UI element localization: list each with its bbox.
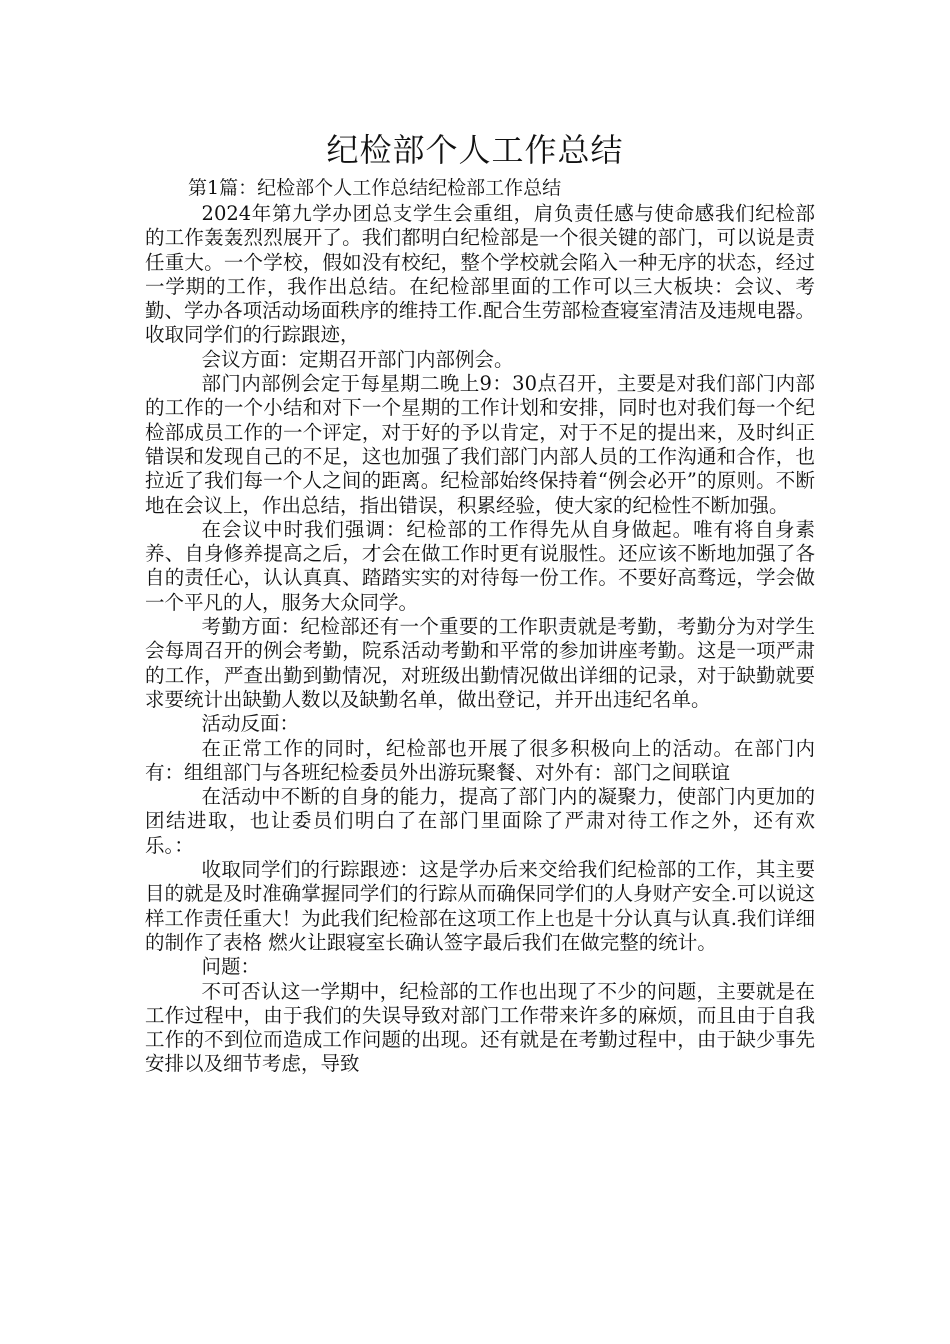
- paragraph-activity-result: 在活动中不断的自身的能力，提高了部门内的凝聚力，使部门内更加的团结进取，也让委员们明白了在部门里面除了严肃对待工作之外，还有欢乐。：: [145, 785, 815, 857]
- paragraph-tracking: 收取同学们的行踪跟迹：这是学办后来交给我们纪检部的工作，其主要目的就是及时准确掌握同学们的行踪从而确保同学们的人身财产安全.可以说这样工作责任重大！为此我们纪检部在这项工作上也是十分认真与认真.我们详细的制作了表格 燃火让跟寝室长确认签字最后我们在做完整的统计。: [145, 858, 815, 954]
- paragraph-problem-detail: 不可否认这一学期中，纪检部的工作也出现了不少的问题，主要就是在工作过程中，由于我们的失误导致对部门工作带来许多的麻烦，而且由于自我工作的不到位而造成工作问题的出现。还有就是在考勤过程中，由于缺少事先安排以及细节考虑，导致: [145, 979, 815, 1076]
- paragraph-problem-heading: 问题：: [201, 955, 261, 979]
- document-subtitle: 第1篇：纪检部个人工作总结纪检部工作总结: [188, 177, 562, 199]
- paragraph-activity-detail: 在正常工作的同时，纪检部也开展了很多积极向上的活动。在部门内有：组组部门与各班纪检委员外出游玩聚餐、对外有：部门之间联谊: [145, 736, 815, 784]
- paragraph-meeting-emphasis: 在会议中时我们强调：纪检部的工作得先从自身做起。唯有将自身素养、自身修养提高之后，才会在做工作时更有说服性。还应该不断地加强了各自的责任心，认认真真、踏踏实实的对待每一份工作。不要好高骛远，学会做一个平凡的人，服务大众同学。: [145, 517, 815, 614]
- paragraph-attendance: 考勤方面：纪检部还有一个重要的工作职责就是考勤，考勤分为对学生会每周召开的例会考勤，院系活动考勤和平常的参加讲座考勤。这是一项严肃的工作，严查出勤到勤情况，对班级出勤情况做出详细的记录，对于缺勤就要求要统计出缺勤人数以及缺勤名单，做出登记，并开出违纪名单。: [145, 615, 815, 711]
- paragraph-meeting-detail: 部门内部例会定于每星期二晚上9：30点召开，主要是对我们部门内部的工作的一个小结和对下一个星期的工作计划和安排，同时也对我们每一个纪检部成员工作的一个评定，对于好的予以肯定，对于不足的提出来，及时纠正错误和发现自己的不足，这也加强了我们部门内部人员的工作沟通和合作，也拉近了我们每一个人之间的距离。纪检部始终保持着“例会必开”的原则。不断地在会议上，作出总结，指出错误，积累经验，使大家的纪检性不断加强。: [145, 372, 815, 517]
- paragraph-meeting-heading: 会议方面：定期召开部门内部例会。: [201, 347, 514, 371]
- paragraph-activity-heading: 活动反面：: [201, 712, 300, 736]
- paragraph-intro: 2024年第九学办团总支学生会重组，肩负责任感与使命感我们纪检部的工作轰轰烈烈展开了。我们都明白纪检部是一个很关键的部门，可以说是责任重大。一个学校，假如没有校纪，整个学校就会陷入一种无序的状态，经过一学期的工作，我作出总结。在纪检部里面的工作可以三大板块：会议、考勤、学办各项活动场面秩序的维持工作.配合生劳部检查寝室清洁及违规电器。收取同学们的行踪跟迹，: [145, 202, 815, 347]
- document-body: [145, 202, 815, 1077]
- document-title: 纪检部个人工作总结: [326, 131, 624, 169]
